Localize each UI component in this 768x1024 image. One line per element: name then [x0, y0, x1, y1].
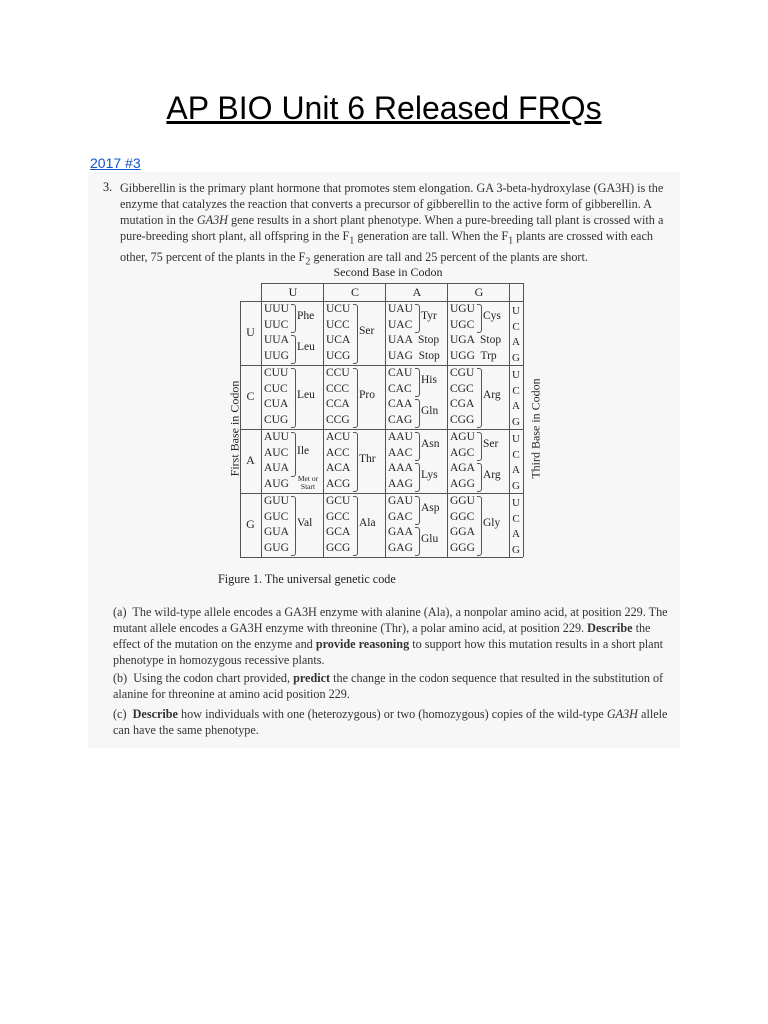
codon-group: UUU UUC UUA UUG: [264, 303, 289, 362]
table-line: [523, 283, 524, 557]
codon-group: GAU GAC GAA GAG: [388, 495, 413, 554]
start-codon-note: Met or Start: [297, 474, 319, 491]
codon-group: GCU GCC GCA GCG: [326, 495, 351, 554]
column-header-g: G: [474, 285, 484, 299]
codon-bracket: [291, 304, 296, 333]
codon-bracket: [353, 368, 358, 428]
second-base-label: Second Base in Codon: [333, 265, 443, 279]
codon-bracket: [477, 496, 482, 556]
row-header-a: A: [246, 453, 255, 467]
amino-acid-label: Thr: [359, 453, 376, 465]
row-header-g: G: [246, 517, 255, 531]
table-line: [240, 557, 523, 558]
codon-bracket: [291, 432, 296, 477]
codon-bracket: [353, 432, 358, 492]
codon-bracket: [415, 496, 420, 525]
amino-acid-label: Ser: [483, 437, 499, 450]
third-base-list: U C A G: [512, 369, 520, 428]
table-line: [261, 283, 523, 284]
codon-group: AUU AUC AUA AUG: [264, 431, 289, 490]
table-line: [323, 283, 324, 557]
row-header-c: C: [246, 389, 255, 403]
document-title: AP BIO Unit 6 Released FRQs: [166, 90, 602, 126]
codon-group: CAU CAC CAA CAG: [388, 367, 413, 426]
amino-acid-label: Arg: [483, 389, 501, 401]
codon-bracket: [415, 399, 420, 428]
column-header-u: U: [288, 285, 298, 299]
codon-bracket: [291, 496, 296, 556]
question-part-c: (c) Describe how individuals with one (heterozygous) or two (homozygous) copies of the wild-type GA3H allele can have the same phenotype.: [113, 707, 668, 737]
table-line: [385, 283, 386, 557]
amino-acid-label: Phe: [297, 309, 315, 322]
codon-bracket: [291, 368, 296, 428]
third-base-list: U C A G: [512, 497, 520, 556]
codon-group: GGU GGC GGA GGG: [450, 495, 475, 554]
amino-acid-label: Tyr: [421, 309, 437, 322]
table-line: [447, 283, 448, 557]
amino-acid-label: Leu: [297, 340, 315, 353]
amino-acid-label: Pro: [359, 389, 375, 401]
amino-acid-label: Ser: [359, 325, 375, 337]
amino-acid-label: Arg: [483, 468, 501, 481]
column-header-a: A: [412, 285, 422, 299]
amino-acid-label: Asp: [421, 501, 440, 514]
amino-acid-label: Ile: [297, 445, 310, 458]
amino-acid-label: Cys: [483, 309, 501, 322]
figure-caption: Figure 1. The universal genetic code: [218, 572, 396, 586]
codon-bracket: [477, 304, 482, 333]
question-part-a: (a) The wild-type allele encodes a GA3H enzyme with alanine (Ala), a nonpolar amino acid, at position 229. The mutant allele encodes a GA3H enzyme with threonine (Thr), a polar amino acid, at position 229. Describe the effect of the mutation on the enzyme and provide reasoning to support how this mutation results in a short plant phenotype in homozygous recessive plants.: [113, 605, 668, 667]
codon-bracket: [477, 368, 482, 428]
amino-acid-label: Lys: [421, 468, 438, 481]
codon-group: ACU ACC ACA ACG: [326, 431, 351, 490]
codon-bracket: [415, 527, 420, 556]
row-header-u: U: [246, 325, 255, 339]
table-line: [261, 283, 262, 557]
first-base-label: First Base in Codon: [227, 380, 242, 477]
codon-group: CCU CCC CCA CCG: [326, 367, 350, 426]
third-base-list: U C A G: [512, 305, 520, 364]
codon-group: UAU UAC UAA Stop UAG Stop: [388, 303, 440, 362]
codon-bracket: [477, 432, 482, 461]
amino-acid-label: Gln: [421, 404, 439, 417]
amino-acid-label: Asn: [421, 437, 440, 450]
question-part-b: (b) Using the codon chart provided, predict the change in the codon sequence that resulted in the substitution of alanine for threonine at amino acid position 229.: [113, 671, 664, 701]
codon-bracket: [415, 432, 420, 461]
third-base-list: U C A G: [512, 433, 520, 492]
amino-acid-label: Gly: [483, 517, 501, 529]
amino-acid-label: Leu: [297, 389, 315, 401]
amino-acid-label: His: [421, 373, 437, 386]
codon-bracket: [415, 304, 420, 333]
codon-bracket: [353, 304, 358, 364]
codon-bracket: [291, 335, 296, 364]
amino-acid-label: Glu: [421, 532, 439, 545]
codon-group: GUU GUC GUA GUG: [264, 495, 289, 554]
question-number: 3.: [103, 180, 113, 194]
codon-bracket: [415, 368, 420, 397]
column-header-c: C: [350, 285, 359, 299]
codon-group: UCU UCC UCA UCG: [326, 303, 351, 362]
codon-group: CGU CGC CGA CGG: [450, 367, 475, 426]
codon-group: AGU AGC AGA AGG: [450, 431, 475, 490]
codon-group: UGU UGC UGA Stop UGG Trp: [450, 303, 502, 362]
question-scan-image: [88, 172, 680, 748]
third-base-label: Third Base in Codon: [528, 378, 543, 479]
codon-group: CUU CUC CUA CUG: [264, 367, 289, 426]
question-link[interactable]: 2017 #3: [90, 155, 141, 171]
codon-bracket: [415, 463, 420, 492]
amino-acid-label: Val: [297, 517, 313, 529]
codon-group: AAU AAC AAA AAG: [388, 431, 413, 490]
amino-acid-label: Ala: [359, 517, 376, 529]
codon-bracket: [353, 496, 358, 556]
codon-bracket: [477, 463, 482, 492]
question-intro: Gibberellin is the primary plant hormone that promotes stem elongation. GA 3-beta-hydroxylase (GA3H) is the enzyme that catalyzes the reaction that converts a precursor of gibberellin to the active form of gibberellin. A mutation in the GA3H gene results in a short plant phenotype. When a pure-breeding tall plant is crossed with a pure-breeding short plant, all offspring in the $F_1$ generation are tall. When the $F_1$ plants are crossed with each other, 75 percent of the plants in the $F_2$ generation are tall and 25 percent of the plants are short.: [120, 181, 664, 268]
